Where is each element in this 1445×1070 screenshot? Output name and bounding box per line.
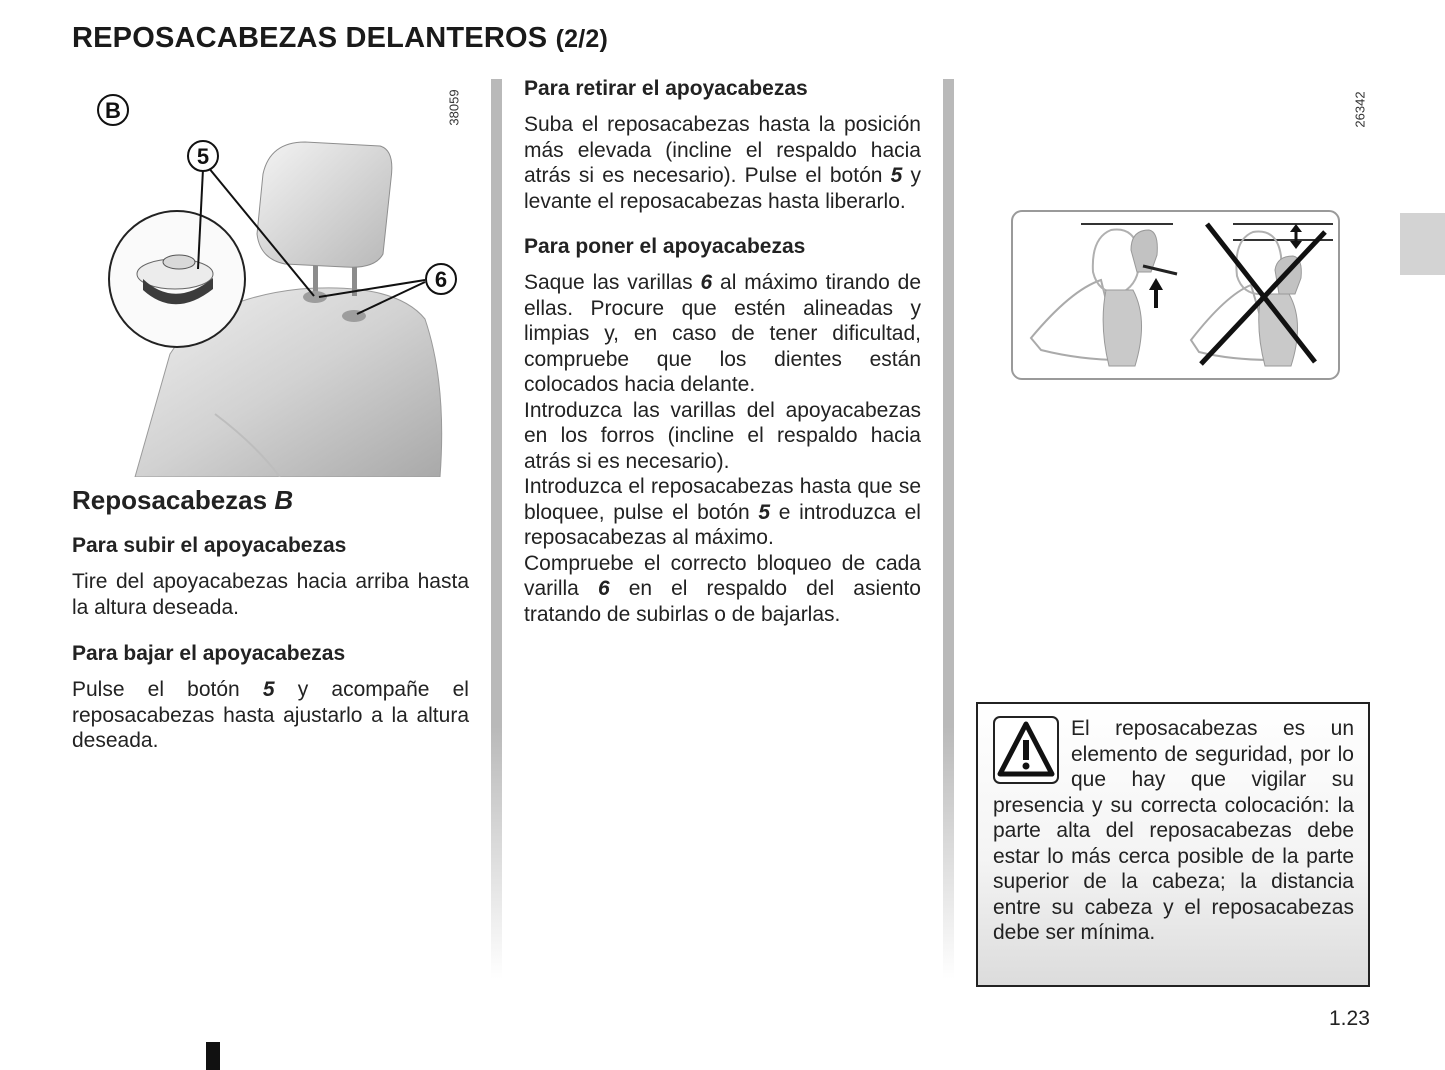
fit-text: Saque las varillas 6 al máximo tirando de ellas. Procure que estén alineadas y limpias y, en caso de tener dificultad, compruebe que los dientes están colocados hacia delante.	[524, 271, 921, 396]
warning-box	[976, 702, 1370, 987]
page-title-suffix: (2/2)	[555, 25, 608, 53]
fit-heading: Para poner el apoyacabezas	[524, 235, 806, 258]
section-title: Reposacabezas B	[72, 485, 294, 515]
raise-heading: Para subir el apoyacabezas	[72, 534, 347, 557]
callout-5: 5	[196, 144, 210, 169]
fit-text-check: Compruebe el correcto bloqueo de cada varilla 6 en el respaldo del asiento tratando de subirlas o de bajarlas.	[524, 551, 921, 626]
position-illustration	[1011, 210, 1341, 382]
figure-code-right: 26342	[1352, 91, 1368, 128]
headrest-illustration	[95, 84, 475, 477]
callout-b: B	[105, 98, 121, 123]
figure-headrest	[95, 84, 475, 477]
remove-heading: Para retirar el apoyacabezas	[524, 77, 808, 100]
page-title-main: REPOSACABEZAS DELANTEROS	[72, 22, 548, 54]
fit-text-insert: Introduzca el reposacabezas hasta que se bloquee, pulse el botón 5 e introduzca el reposacabezas al máximo.	[524, 475, 921, 549]
lower-heading: Para bajar el apoyacabezas	[72, 642, 346, 665]
page-number: 1.23	[1329, 1007, 1370, 1030]
raise-text: Tire del apoyacabezas hacia arriba hasta la altura deseada.	[72, 570, 469, 619]
middle-column	[524, 76, 921, 627]
fit-text-rods: Introduzca las varillas del apoyacabezas en los forros (incline el respaldo hacia atrás si es necesario).	[524, 398, 921, 473]
page-edge-tab	[1400, 213, 1445, 275]
page-marker	[206, 1042, 220, 1070]
warning-triangle-icon	[993, 716, 1059, 784]
column-divider-left	[491, 79, 502, 979]
column-divider-right	[943, 79, 954, 979]
remove-text: Suba el reposacabezas hasta la posición más elevada (incline el respaldo hacia atrás si es necesario). Pulse el botón 5 y levante el reposacabezas hasta liberarlo.	[524, 113, 921, 213]
page-title	[72, 22, 608, 55]
figure-position	[1011, 210, 1341, 382]
callout-6: 6	[434, 267, 448, 292]
warning-text: El reposacabezas es un elemento de seguridad, por lo que hay que vigilar su presencia y su correcta colocación: la parte alta del reposacabezas debe estar lo más cerca posible de la parte superior de la cabeza; la distancia entre su cabeza y el reposacabezas debe ser mínima.	[993, 717, 1354, 944]
left-column	[72, 484, 469, 754]
lower-text: Pulse el botón 5 y acompañe el reposacabezas hasta ajustarlo a la altura deseada.	[72, 678, 469, 752]
figure-code-left: 38059	[446, 89, 462, 126]
